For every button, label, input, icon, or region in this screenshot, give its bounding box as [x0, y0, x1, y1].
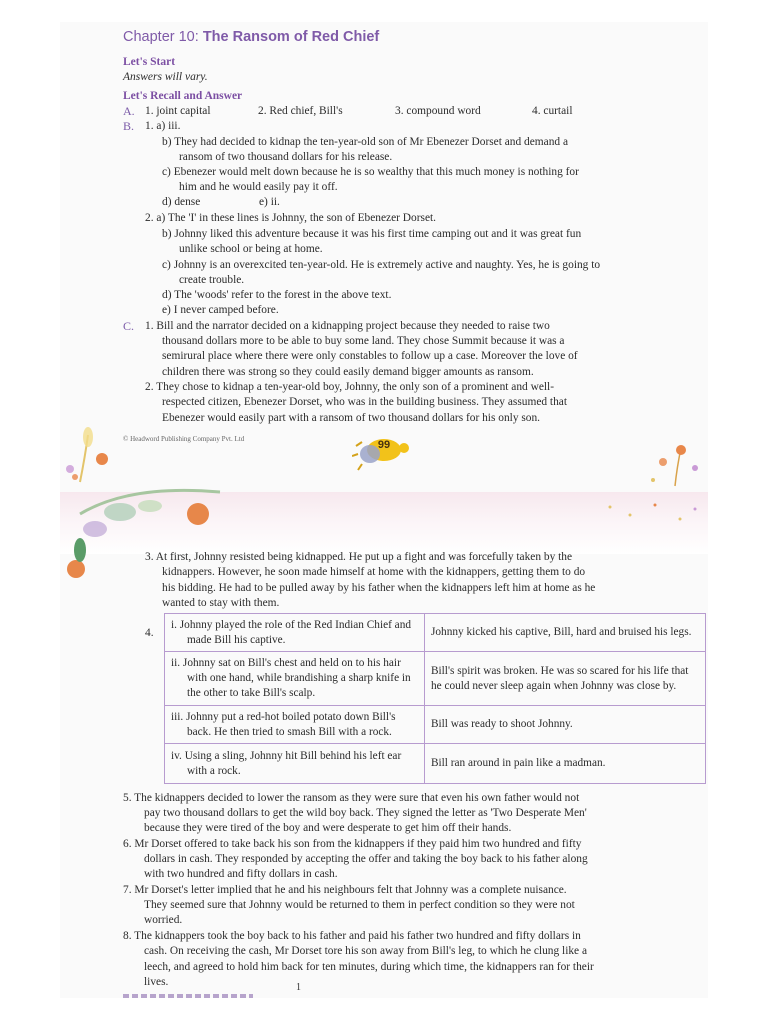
b-line: e) ii.: [259, 196, 280, 208]
table-cell: Bill was ready to shoot Johnny.: [425, 706, 706, 744]
flower-decoration-icon: [60, 427, 120, 487]
answer-line: dollars in cash. They responded by accepting the offer and taking the boy back to his father along: [144, 853, 588, 865]
q3-line: his bidding. He had to be pulled away by his father when the kidnappers left him at home as he: [162, 582, 596, 594]
section-c-label: C.: [123, 319, 135, 333]
table-cell: Bill ran around in pain like a madman.: [425, 744, 706, 784]
q3-line: 3. At first, Johnny resisted being kidnapped. He put up a fight and was forcefully taken by the: [145, 551, 573, 563]
c-line: Ebenezer would easily part with a ransom of two thousand dollars for his only son.: [162, 412, 541, 424]
c-line: 1. Bill and the narrator decided on a kidnapping project because they needed to raise two: [145, 320, 550, 332]
answer-line: cash. On receiving the cash, Mr Dorset tore his son away from Bill's leg, to which he clung like a: [144, 945, 588, 957]
page-mark: 1: [296, 982, 301, 993]
b-line: 2. a) The 'I' in these lines is Johnny, the son of Ebenezer Dorset.: [145, 212, 437, 224]
copyright-text: © Headword Publishing Company Pvt. Ltd: [123, 435, 245, 443]
lets-start-answer: Answers will vary.: [123, 71, 208, 83]
answer-line: 7. Mr Dorset's letter implied that he and his neighbours felt that Johnny was a complete nuisance.: [123, 884, 567, 896]
section-a-label: A.: [123, 104, 135, 118]
page-number: 99: [377, 439, 391, 451]
b-line: 1. a) iii.: [145, 120, 181, 132]
dots-decoration-icon: [600, 497, 708, 537]
chapter-heading: [123, 29, 379, 45]
b-line: d) The 'woods' refer to the forest in the above text.: [162, 289, 392, 301]
table-cell: iv. Using a sling, Johnny hit Bill behind his left ear with a rock.: [165, 744, 425, 784]
worksheet-page: [60, 22, 708, 998]
q3-line: kidnappers. However, he soon made himself at home with the kidnappers, getting them to do: [162, 566, 586, 578]
answer-line: 5. The kidnappers decided to lower the ransom as they were sure that even his own father would not: [123, 792, 580, 804]
page-number-badge: [352, 434, 410, 472]
table-cell: Johnny kicked his captive, Bill, hard and bruised his legs.: [425, 614, 706, 652]
b-line: ransom of two thousand dollars for his release.: [179, 151, 393, 163]
a-item: 1. joint capital: [145, 105, 211, 117]
answer-line: 6. Mr Dorset offered to take back his son from the kidnappers if they paid him two hundred and fifty: [123, 838, 582, 850]
chapter-prefix: Chapter 10:: [123, 29, 199, 45]
answer-line: worried.: [144, 914, 183, 926]
b-line: e) I never camped before.: [162, 304, 279, 316]
c-line: 2. They chose to kidnap a ten-year-old boy, Johnny, the only son of a prominent and well-: [145, 381, 554, 393]
a-item: 3. compound word: [395, 105, 481, 117]
chapter-title: The Ransom of Red Chief: [202, 29, 380, 45]
flower-decoration-icon: [645, 442, 708, 487]
answer-line: leech, and agreed to hold him back for ten minutes, during which time, the kidnappers ran for their: [144, 961, 594, 973]
answer-line: with two hundred and fifty dollars in cash.: [144, 868, 338, 880]
table-row: [165, 706, 706, 744]
q4-label: 4.: [145, 627, 154, 639]
table-cell: ii. Johnny sat on Bill's chest and held on to his hair with one hand, while brandishing a sharp knife in the other to take Bill's scalp.: [165, 652, 425, 706]
answer-line: pay two thousand dollars to get the wild boy back. They signed the letter as 'Two Desperate Men': [144, 807, 587, 819]
table-row: [165, 614, 706, 652]
q3-line: wanted to stay with them.: [162, 597, 280, 609]
b-line: c) Johnny is an overexcited ten-year-old. He is extremely active and naughty. Yes, he is going to: [162, 259, 601, 271]
table-row: [165, 744, 706, 784]
answer-line: because they were tired of the boy and were desperate to get him off their hands.: [144, 822, 512, 834]
b-line: b) They had decided to kidnap the ten-year-old son of Mr Ebenezer Dorset and demand a: [162, 136, 568, 148]
table-cell: iii. Johnny put a red-hot boiled potato down Bill's back. He then tried to smash Bill with a rock.: [165, 706, 425, 744]
section-b-label: B.: [123, 119, 135, 133]
c-line: thousand dollars more to be able to buy some land. They chose Summit because it was a: [162, 335, 565, 347]
answer-line: lives.: [144, 976, 169, 988]
answer-line: 8. The kidnappers took the boy back to his father and paid his father two hundred and fifty dollars in: [123, 930, 581, 942]
b-line: create trouble.: [179, 274, 245, 286]
a-item: 4. curtail: [532, 105, 573, 117]
b-line: him and he would easily pay it off.: [179, 181, 338, 193]
b-line: b) Johnny liked this adventure because it was his first time camping out and it was great fun: [162, 228, 582, 240]
q4-table: [164, 613, 706, 784]
answer-line: They seemed sure that Johnny would be returned to them in perfect condition so they were not: [144, 899, 575, 911]
lets-start-heading: Let's Start: [123, 56, 176, 68]
c-line: respected citizen, Ebenezer Dorset, who was in the building business. They assumed that: [162, 396, 567, 408]
table-cell: Bill's spirit was broken. He was so scared for his life that he could never sleep again when Johnny was close by.: [425, 652, 706, 706]
b-line: c) Ebenezer would melt down because he is so wealthy that this much money is nothing for: [162, 166, 579, 178]
table-row: [165, 652, 706, 706]
b-line: d) dense: [162, 196, 201, 208]
b-line: unlike school or being at home.: [179, 243, 323, 255]
c-line: semirural place where there were only constables to follow up a case. Moreover the love of: [162, 350, 578, 362]
c-line: children there was strong so they could easily demand bigger amounts as ransom.: [162, 366, 534, 378]
recall-heading: Let's Recall and Answer: [123, 90, 243, 102]
table-cell: i. Johnny played the role of the Red Indian Chief and made Bill his captive.: [165, 614, 425, 652]
cropped-next-heading: [123, 994, 253, 998]
a-item: 2. Red chief, Bill's: [258, 105, 343, 117]
